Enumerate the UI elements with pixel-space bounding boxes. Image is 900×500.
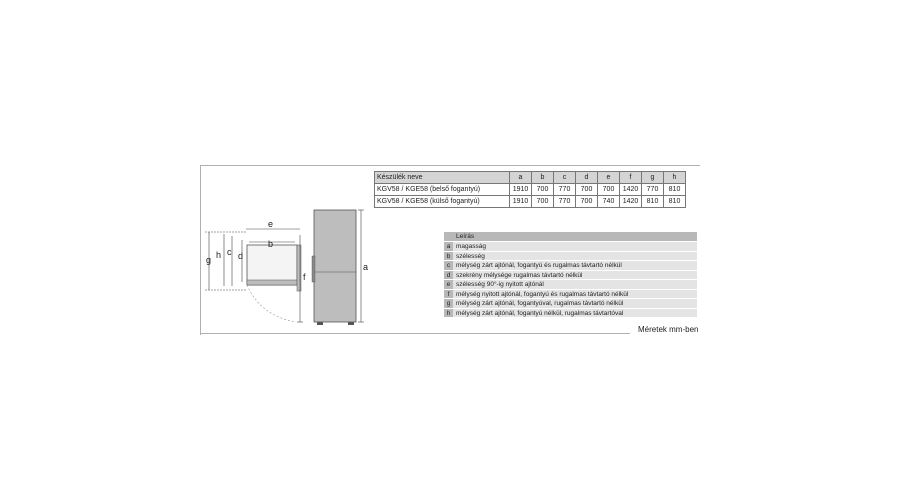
table-cell: 700 [576, 184, 598, 196]
legend-row [444, 241, 697, 251]
legend-key: h [444, 308, 453, 318]
table-cell: 770 [554, 184, 576, 196]
table-cell: 700 [576, 196, 598, 208]
table-cell: 1910 [510, 196, 532, 208]
table-cell: 700 [532, 196, 554, 208]
header-cell-b: b [532, 172, 554, 184]
legend-key: e [444, 279, 453, 289]
table-cell: 700 [532, 184, 554, 196]
table-cell: 810 [664, 184, 686, 196]
table-cell: 740 [598, 196, 620, 208]
header-cell-d: d [576, 172, 598, 184]
legend-row [444, 289, 697, 299]
dim-label-b: b [268, 239, 274, 249]
legend-desc: mélység zárt ajtónál, fogantyú és rugalmas távtartó nélkül [453, 260, 697, 270]
legend-desc: szekrény mélysége rugalmas távtartó nélkül [453, 270, 697, 280]
legend-row [444, 308, 697, 318]
header-cell-g: g [642, 172, 664, 184]
table-cell: 810 [642, 196, 664, 208]
legend-row [444, 270, 697, 280]
units-note: Méretek mm-ben [638, 325, 699, 334]
legend-key: b [444, 251, 453, 261]
legend-desc: mélység nyitott ajtónál, fogantyú és rugalmas távtartó nélkül [453, 289, 697, 299]
legend-desc: mélység zárt ajtónál, fogantyú nélkül, rugalmas távtartóval [453, 308, 697, 318]
table-cell: 1910 [510, 184, 532, 196]
table-row [375, 184, 686, 196]
table-cell: 1420 [620, 196, 642, 208]
legend-key: f [444, 289, 453, 299]
side-view-fridge [312, 210, 356, 325]
header-cell-h: h [664, 172, 686, 184]
legend-row [444, 251, 697, 261]
table-cell-name: KGV58 / KGE58 (belső fogantyú) [375, 184, 510, 196]
table-cell: 1420 [620, 184, 642, 196]
dim-label-h: h [216, 250, 222, 260]
header-cell-name: Készülék neve [375, 172, 510, 184]
table-row [375, 196, 686, 208]
header-cell-f: f [620, 172, 642, 184]
header-cell-a: a [510, 172, 532, 184]
dim-label-a: a [363, 262, 369, 272]
dim-label-e: e [268, 219, 274, 229]
dim-label-g: g [206, 255, 212, 265]
table-cell: 770 [554, 196, 576, 208]
legend-row [444, 298, 697, 308]
table-cell: 810 [664, 196, 686, 208]
dim-label-d: d [238, 251, 244, 261]
dim-label-c: c [227, 247, 232, 257]
fridge-dimension-diagram [200, 200, 380, 335]
table-header-row [375, 172, 686, 184]
table-cell-name: KGV58 / KGE58 (külső fogantyú) [375, 196, 510, 208]
legend-key: a [444, 241, 453, 251]
legend-desc: szélesség [453, 251, 697, 261]
dimension-table [374, 171, 686, 208]
legend-row [444, 260, 697, 270]
legend-title: Leírás [444, 232, 697, 241]
top-view-fridge [247, 245, 301, 322]
legend-desc: mélység zárt ajtónál, fogantyúval, rugalmas távtartó nélkül [453, 298, 697, 308]
header-cell-e: e [598, 172, 620, 184]
legend-desc: magasság [453, 241, 697, 251]
table-cell: 770 [642, 184, 664, 196]
header-cell-c: c [554, 172, 576, 184]
table-cell: 700 [598, 184, 620, 196]
dim-label-f: f [303, 272, 306, 282]
legend-row [444, 279, 697, 289]
legend-key: g [444, 298, 453, 308]
legend-table [444, 232, 697, 317]
legend-desc: szélesség 90°-ig nyitott ajtónál [453, 279, 697, 289]
legend-key: c [444, 260, 453, 270]
legend-key: d [444, 270, 453, 280]
